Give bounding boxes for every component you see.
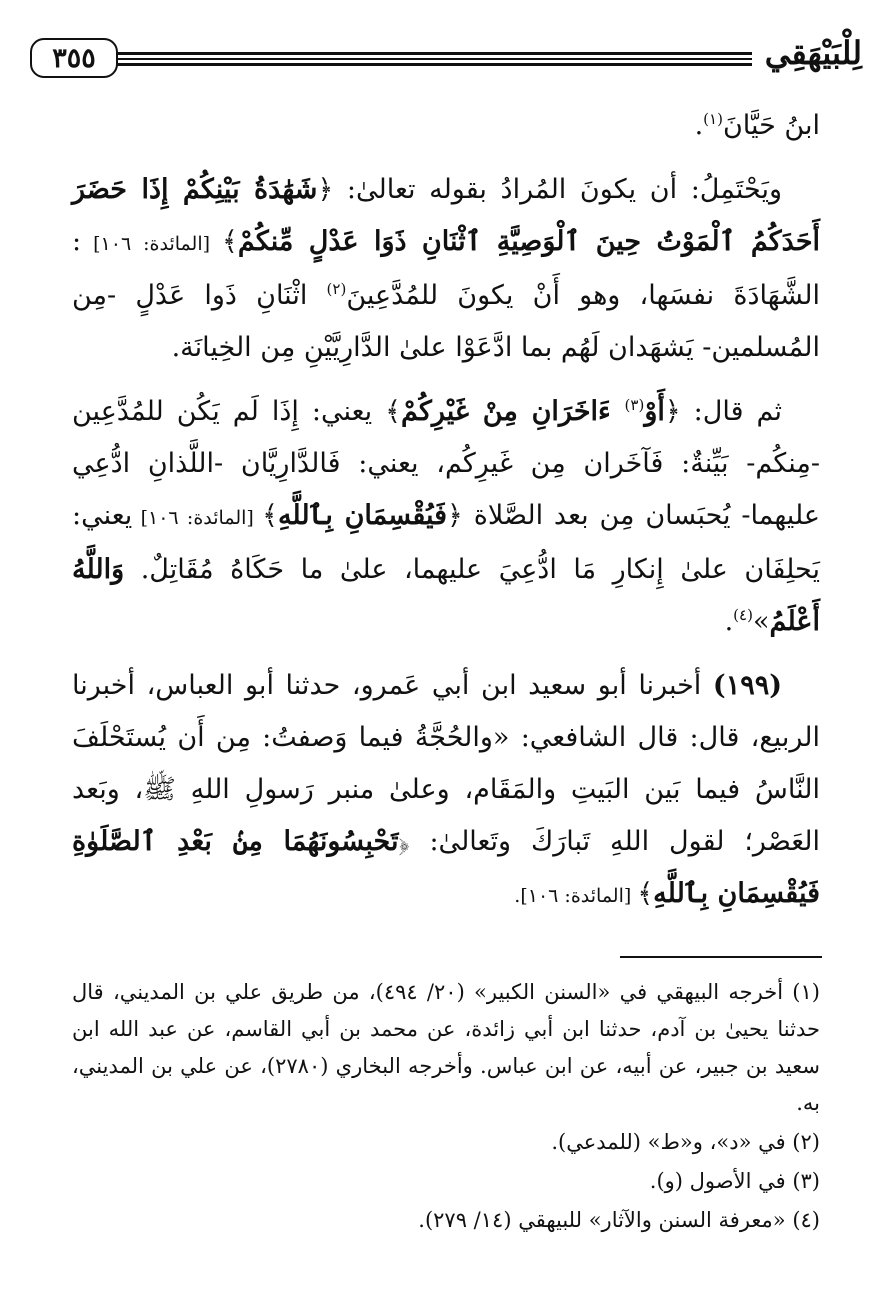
page-number: ٣٥٥	[52, 42, 96, 74]
text-run: »	[752, 606, 770, 637]
text-run: ويَحْتَمِلُ: أن يكونَ المُرادُ بقوله تعالىٰ:	[333, 174, 782, 205]
text-run: ثم قال:	[680, 396, 782, 427]
quran-verse: ءَاخَرَانِ مِنْ غَيْرِكُمْ	[401, 396, 625, 427]
quran-phrase: وَاللَّهُ أَعْلَمُ	[72, 554, 820, 637]
hadith-number: (١٩٩)	[712, 670, 782, 701]
text-run: .	[724, 606, 734, 637]
running-title: لِلْبَيْهَقِي	[764, 34, 862, 72]
quran-brace-close: ﴾	[385, 396, 401, 427]
quran-verse: فَيُقْسِمَانِ بِٱللَّهِ	[277, 500, 448, 531]
verse-reference: [المائدة: ١٠٦]	[132, 507, 263, 529]
verse-reference: [المائدة: ١٠٦].	[514, 885, 638, 907]
quran-brace-open: ﴿	[398, 826, 410, 857]
paragraph-3	[72, 386, 820, 648]
footnote-1: (١) أخرجه البيهقي في «السنن الكبير» (٢٠/ ٤٩٤)، من طريق علي بن المديني، قال حدثنا يحيىٰ بن آدم، حدثنا ابن أبي زائدة، عن محمد بن أبي القاسم، عن عبد الله ابن سعيد بن جبير، عن أبيه، عن ابن عباس. وأخرجه البخاري (٢٧٨٠)، عن علي بن المديني، به.	[72, 980, 820, 1115]
header-rule	[116, 52, 752, 66]
footnote-marker-4: (٤)	[733, 606, 753, 624]
text-run: .	[694, 110, 704, 141]
footnote-separator	[620, 956, 822, 958]
paragraph-4	[72, 660, 820, 922]
verse-reference: [المائدة: ١٠٦]	[81, 233, 223, 255]
page-header	[30, 30, 862, 90]
paragraph-2	[72, 164, 820, 374]
quran-brace-close: ﴾	[222, 226, 238, 257]
quran-brace-open: ﴿	[664, 396, 681, 427]
footnote-2: (٢) في «د»، و«ط» (للمدعي).	[551, 1130, 820, 1154]
paragraph-1	[72, 100, 820, 152]
footnote-marker-3: (٣)	[624, 396, 645, 414]
quran-verse: شَهَٰدَةُ بَيْنِكُمْ إِذَا حَضَرَ أَحَدَكُمُ ٱلْمَوْتُ حِينَ ٱلْوَصِيَّةِ ٱثْنَانِ ذَوَا عَدْلٍ مِّنكُمْ	[72, 174, 821, 257]
page-number-badge	[30, 38, 118, 78]
text-run: يعني: إِذَا لَم يَكُن للمُدَّعِين -مِنكُم- بَيِّنةٌ: فَآخَران مِن غَيرِكُم، يعني: فَالدَّارِيَّان -اللَّذانِ ادُّعِي عليهما- يُحبَسان مِن بعد الصَّلاة	[72, 396, 821, 531]
quran-verse: تَحْبِسُونَهُمَا مِنۢ بَعْدِ ٱلصَّلَوٰةِ فَيُقْسِمَانِ بِٱللَّهِ	[72, 826, 820, 909]
quran-brace-open: ﴿	[447, 500, 463, 531]
text-run: أخبرنا أبو سعيد ابن أبي عَمرو، حدثنا أبو العباس، أخبرنا الربيع، قال: قال الشافعي: «والحُجَّةُ فيما وَصفتُ: مِن أَن يُستَحْلَفَ النَّاسُ فيما بَين البَيتِ والمَقَام، وعلىٰ منبر رَسولِ اللهِ ﷺ، وبَعد العَصْر؛ لقول اللهِ تَبارَكَ وتَعالىٰ:	[72, 670, 820, 857]
quran-verse: أَوْ	[644, 396, 665, 427]
quran-brace-close: ﴾	[262, 500, 278, 531]
footnote-marker-2: (٢)	[326, 280, 347, 298]
footnote-3: (٣) في الأصول (و).	[649, 1169, 820, 1193]
quran-brace-close: ﴾	[637, 878, 654, 909]
quran-brace-open: ﴿	[317, 174, 334, 205]
text-run: ابنُ حَيَّانَ	[722, 110, 820, 141]
footnote-marker-1: (١)	[703, 110, 723, 128]
text-run: اثْنَانِ ذَوا عَدْلٍ -مِن المُسلمين- يَشهَدان لَهُم بما ادَّعَوْا علىٰ الدَّارِيَّيْنِ مِن الخِيانَة.	[72, 280, 820, 363]
footnote-4: (٤) «معرفة السنن والآثار» للبيهقي (١٤/ ٢٧٩).	[418, 1208, 820, 1232]
text-run: : الشَّهَادَةَ نفسَها، وهو أَنْ يكونَ للمُدَّعِينَ	[72, 226, 821, 311]
footnotes	[72, 974, 820, 1241]
text-run: يعني: يَحلِفَان علىٰ إِنكارِ مَا ادُّعِيَ عليهما، علىٰ ما حَكَاهُ مُقَاتِلٌ.	[72, 500, 820, 585]
main-text	[72, 100, 820, 934]
